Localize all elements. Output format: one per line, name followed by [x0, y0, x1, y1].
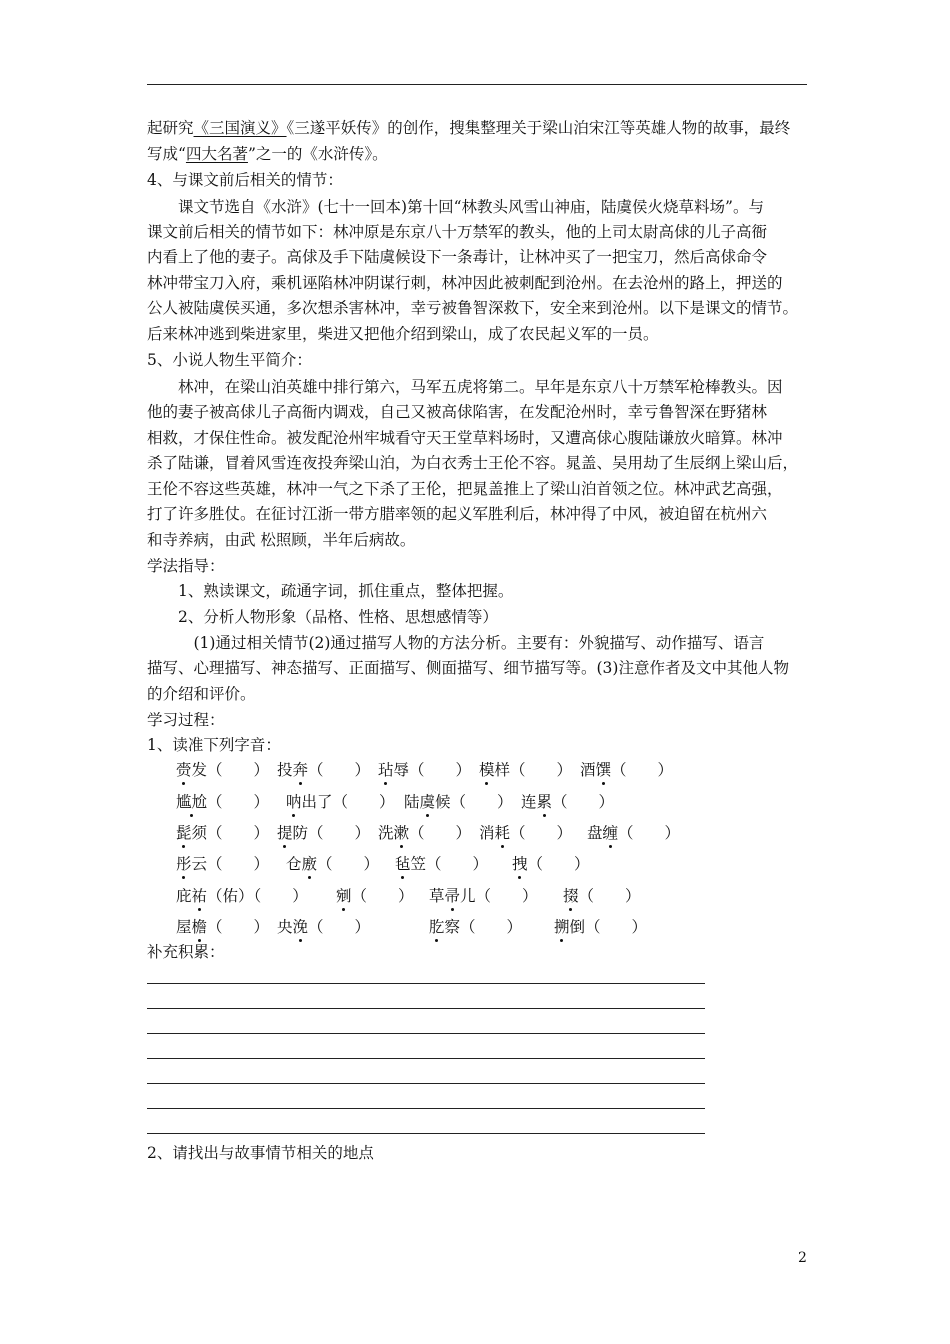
vocab-item: 呐出了（ ） [286, 793, 395, 811]
dotted-char: 累 [536, 793, 553, 811]
dotted-char: 缠 [602, 824, 619, 842]
vocab-item: 庇祐（佑）（ ） [176, 887, 308, 905]
section-4-line: 课文前后相关的情节如下：林冲原是东京八十万禁军的教头，他的上司太尉高俅的儿子高衙 [147, 223, 768, 241]
continuation-line-2 [147, 144, 817, 164]
vocab-item: 央浼（ ） [277, 918, 371, 936]
dotted-char: 拽 [512, 855, 528, 873]
dotted-char: 帚 [444, 887, 461, 905]
dotted-char: 浼 [292, 918, 309, 936]
method-sub-line: 描写、心理描写、神态描写、正面描写、侧面描写、细节描写等。(3)注意作者及文中其他人物 [147, 659, 789, 677]
section-5-line: 杀了陆谦，冒着风雪连夜投奔梁山泊，为白衣秀士王伦不容。晁盖、吴用劫了生辰纲上梁山后， [147, 454, 799, 472]
dotted-char: 提 [277, 824, 293, 842]
vocab-item: 陆虞候（ ） [404, 793, 513, 811]
dotted-char: 彤 [176, 855, 192, 873]
vocab-item: 搠倒（ ） [554, 918, 648, 936]
dotted-char: 髭 [176, 824, 192, 842]
vocab-item: 彤云（ ） [176, 855, 270, 873]
writing-line[interactable] [147, 1133, 705, 1134]
writing-line[interactable] [147, 1008, 705, 1009]
dotted-char: 祐 [191, 887, 208, 905]
section-4-line: 后来林冲逃到柴进家里，柴进又把他介绍到梁山，成了农民起义军的一员。 [147, 325, 659, 343]
dotted-char: 檐 [191, 918, 208, 936]
method-sub-line: (1)通过相关情节(2)通过描写人物的方法分析。主要有：外貌描写、动作描写、语言 [147, 634, 765, 652]
vocab-item: 仓廒（ ） [286, 855, 380, 873]
dotted-char: 模 [479, 761, 495, 779]
vocab-item: 洗漱（ ） [378, 824, 472, 842]
process-heading: 学习过程： [147, 711, 225, 729]
vocab-item: 赍发（ ） [176, 761, 270, 779]
section-5-line: 和寺养病，由武 松照顾，半年后病故。 [147, 531, 416, 549]
method-sub-line: 的介绍和评价。 [147, 685, 256, 703]
dotted-char: 耗 [494, 824, 511, 842]
writing-line[interactable] [147, 1083, 705, 1084]
vocab-item: 髭须（ ） [176, 824, 270, 842]
dotted-char: 赍 [176, 761, 192, 779]
text-run: 《三遂平妖传》的创作，搜集整理关于梁山泊宋江等英雄人物的故事，最终 [286, 119, 791, 137]
section-4-heading: 4、与课文前后相关的情节： [147, 171, 343, 189]
section-5-heading: 5、小说人物生平简介： [147, 351, 312, 369]
dotted-char: 搠 [554, 918, 570, 936]
vocab-item: 草帚儿（ ） [429, 887, 538, 905]
vocab-item: 毡笠（ ） [395, 855, 489, 873]
dotted-char: 馔 [595, 761, 612, 779]
four-classics-term: 四大名著 [185, 145, 248, 163]
vocab-item: 尴尬（ ） [176, 793, 270, 811]
vocab-item: 拽（ ） [512, 855, 590, 873]
dotted-char: 尴尬 [176, 793, 208, 811]
method-item-2: 2、分析人物形象（品格、性格、思想感情等） [147, 608, 498, 626]
writing-line[interactable] [147, 1108, 705, 1109]
text-run: 起研究 [147, 119, 194, 137]
dotted-char: 虞 [419, 793, 436, 811]
method-item-1: 1、熟读课文，疏通字词，抓住重点，整体把握。 [147, 582, 514, 600]
question-2: 2、请找出与故事情节相关的地点 [147, 1144, 374, 1162]
vocab-item: 投奔（ ） [277, 761, 371, 779]
writing-line[interactable] [147, 983, 705, 984]
vocab-item: 提防（ ） [277, 824, 371, 842]
vocab-item: 屋檐（ ） [176, 918, 270, 936]
supplement-label: 补充积累： [147, 943, 225, 961]
dotted-char: 剜 [336, 887, 352, 905]
writing-line[interactable] [147, 1058, 705, 1059]
text-run: ”之一的《水浒传》。 [247, 145, 388, 163]
writing-line[interactable] [147, 1033, 705, 1034]
dotted-char: 掇 [563, 887, 579, 905]
vocab-item: 剜（ ） [336, 887, 414, 905]
vocab-item: 掇（ ） [563, 887, 641, 905]
section-4-line: 内看上了他的妻子。高俅及手下陆虞候设下一条毒计，让林冲买了一把宝刀，然后高俅命令 [147, 248, 768, 266]
vocab-item: 玷辱（ ） [378, 761, 472, 779]
section-5-line: 他的妻子被高俅儿子高衙内调戏，自己又被高俅陷害，在发配沧州时，幸亏鲁智深在野猪林 [147, 403, 768, 421]
dotted-char: 呐 [286, 793, 302, 811]
dotted-char: 肐 [429, 918, 445, 936]
text-run: 写成“ [147, 145, 186, 163]
section-5-line: 林冲，在梁山泊英雄中排行第六，马军五虎将第二。早年是东京八十万禁军枪棒教头。因 [147, 378, 783, 396]
vocab-item: 连累（ ） [521, 793, 615, 811]
continuation-line-1 [147, 118, 817, 138]
section-5-line: 相救，才保住性命。被发配沧州牢城看守天王堂草料场时，又遭高俅心腹陆谦放火暗算。林冲 [147, 429, 783, 447]
dotted-char: 奔 [292, 761, 309, 779]
vocab-item: 酒馔（ ） [580, 761, 674, 779]
dotted-char: 漱 [393, 824, 410, 842]
section-4-line: 公人被陆虞侯买通，多次想杀害林冲，幸亏被鲁智深救下，安全来到沧州。以下是课文的情节。 [147, 299, 799, 317]
section-4-line: 课文节选自《水浒》(七十一回本)第十回“林教头风雪山神庙，陆虞侯火烧草料场”。与 [147, 198, 764, 216]
section-5-line: 打了许多胜仗。在征讨江浙一带方腊率领的起义军胜利后，林冲得了中风，被迫留在杭州六 [147, 505, 768, 523]
book-title-link: 《三国演义》 [193, 119, 287, 137]
vocab-item: 盘缠（ ） [587, 824, 681, 842]
method-heading: 学法指导： [147, 557, 225, 575]
dotted-char: 廒 [301, 855, 318, 873]
question-1: 1、读准下列字音： [147, 736, 281, 754]
section-5-line: 王伦不容这些英雄，林冲一气之下杀了王伦，把晁盖推上了梁山泊首领之位。林冲武艺高强， [147, 480, 783, 498]
vocab-item: 肐察（ ） [429, 918, 523, 936]
dotted-char: 毡 [395, 855, 411, 873]
section-4-line: 林冲带宝刀入府，乘机诬陷林冲阴谋行刺，林冲因此被刺配到沧州。在去沧州的路上，押送的 [147, 274, 783, 292]
dotted-char: 玷 [378, 761, 394, 779]
page-number: 2 [798, 1250, 807, 1266]
vocab-item: 模样（ ） [479, 761, 573, 779]
vocab-item: 消耗（ ） [479, 824, 573, 842]
page-header-rule [147, 84, 807, 85]
